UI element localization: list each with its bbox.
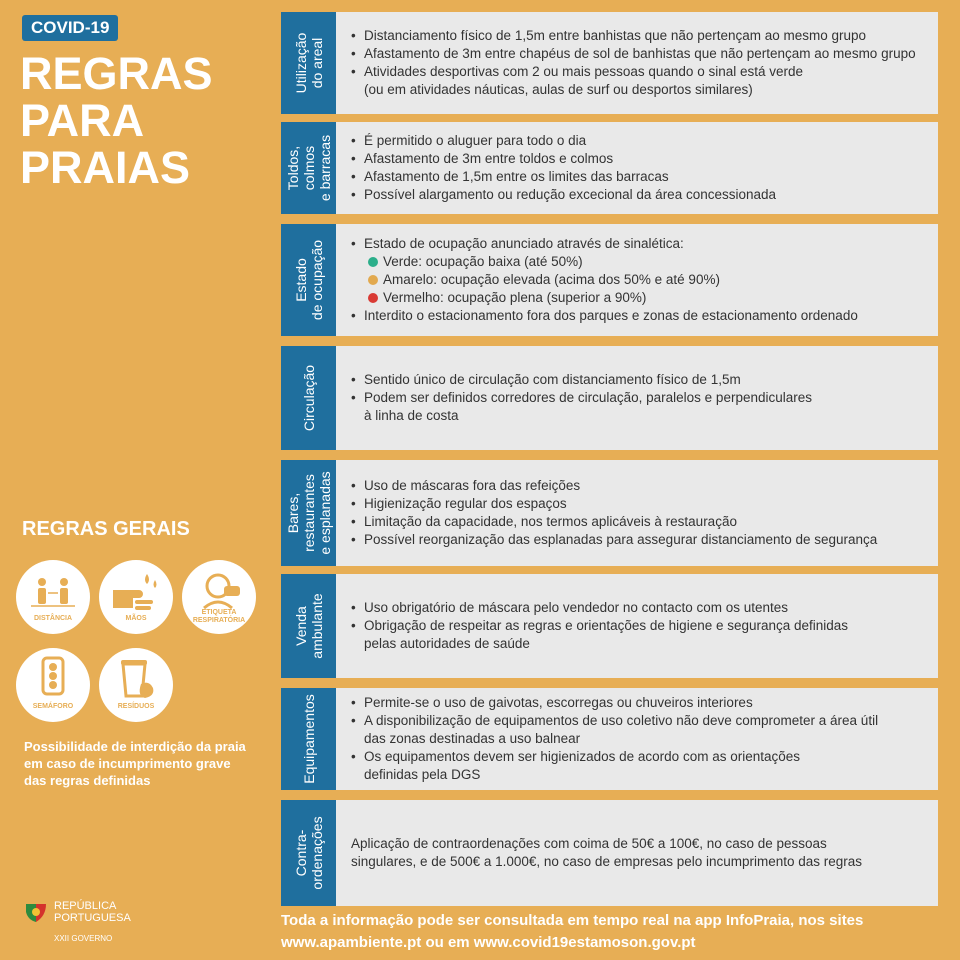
bullet-continuation: pelas autoridades de saúde: [364, 636, 530, 651]
bullet-item: • Sentido único de circulação com distanciamento físico de 1,5m: [351, 371, 932, 389]
section-card-sand-use: [281, 12, 938, 114]
footer-info: [281, 910, 951, 954]
bullet-continuation: das zonas destinadas a uso balnear: [364, 731, 581, 746]
section-body: [351, 224, 932, 336]
bullet-item: • Estado de ocupação anunciado através de sinalética:: [351, 235, 932, 253]
section-label-bar: [281, 224, 336, 336]
section-label-line: Utilização: [292, 32, 309, 94]
section-card-circulation: [281, 346, 938, 450]
section-label-line: ordenações: [308, 816, 325, 890]
title-line: PRAIAS: [20, 142, 191, 193]
occupancy-level-item: [351, 289, 932, 307]
section-label-line: de ocupação: [308, 239, 325, 321]
bullet-item: • Atividades desportivas com 2 ou mais pessoas quando o sinal está verde: [351, 63, 932, 81]
section-card-occupancy: [281, 224, 938, 336]
section-label-line: Equipamentos: [300, 694, 317, 784]
title-line: PARA: [20, 95, 145, 146]
bullet-item: • Os equipamentos devem ser higienizados de acordo com as orientações: [351, 748, 932, 766]
bullet-continuation: definidas pela DGS: [364, 767, 481, 782]
section-label-bar: [281, 12, 336, 114]
section-body: [351, 346, 932, 450]
occupancy-level-text: Vermelho: ocupação plena (superior a 90%): [383, 290, 647, 305]
bullet-item: • A disponibilização de equipamentos de uso coletivo não deve comprometer a área útil: [351, 712, 932, 730]
section-label-line: e barracas: [316, 134, 333, 202]
section-label-line: Contra-: [292, 829, 309, 877]
bullet-continuation: à linha de costa: [364, 408, 459, 423]
bullet-item: • Afastamento de 1,5m entre os limites das barracas: [351, 168, 932, 186]
section-label: [285, 471, 333, 554]
bullet-item: • É permitido o aluguer para todo o dia: [351, 132, 932, 150]
icon-label: MÃOS: [125, 615, 147, 622]
section-label-bar: [281, 800, 336, 906]
section-label-line: Circulação: [300, 364, 317, 432]
section-label-line: ambulante: [308, 593, 325, 659]
section-label-bar: [281, 346, 336, 450]
section-label: [301, 694, 317, 784]
section-label-line: do areal: [308, 37, 325, 89]
interdiction-note: Possibilidade de interdição da praia em caso de incumprimento grave das regras definidas: [24, 739, 246, 788]
section-label-bar: [281, 122, 336, 214]
section-label: [293, 816, 325, 889]
bullet-item: • Afastamento de 3m entre chapéus de sol de banhistas que não pertençam ao mesmo grupo: [351, 45, 932, 63]
section-label-bar: [281, 460, 336, 566]
section-label-line: Toldos,: [284, 145, 301, 191]
icon-label: ETIQUETA RESPIRATÓRIA: [192, 609, 246, 624]
occupancy-level-text: Verde: ocupação baixa (até 50%): [383, 254, 583, 269]
republic-name-line: REPÚBLICA: [54, 900, 117, 912]
section-label: [293, 240, 325, 320]
bullet-item: • Possível alargamento ou redução excecional da área concessionada: [351, 186, 932, 204]
bullet-item: • Afastamento de 3m entre toldos e colmos: [351, 150, 932, 168]
section-label-line: e esplanadas: [316, 471, 333, 555]
government-sub: XXII GOVERNO: [54, 934, 113, 943]
section-label-bar: [281, 574, 336, 678]
bullet-item: • Uso de máscaras fora das refeições: [351, 477, 932, 495]
icon-label: RESÍDUOS: [117, 703, 155, 710]
section-label: [293, 33, 325, 94]
republic-name: [54, 900, 154, 924]
paragraph-line: singulares, e de 500€ a 1.000€, no caso de empresas pelo incumprimento das regras: [351, 854, 863, 869]
covid-tag: COVID-19: [22, 15, 118, 41]
bullet-item: • Permite-se o uso de gaivotas, escorregas ou chuveiros interiores: [351, 694, 932, 712]
section-body: [351, 12, 932, 114]
bullet-item: • Obrigação de respeitar as regras e orientações de higiene e segurança definidas: [351, 617, 932, 635]
bullet-item: • Possível reorganização das esplanadas para assegurar distanciamento de segurança: [351, 531, 932, 549]
status-dot-icon: [368, 275, 378, 285]
section-label-line: restaurantes: [300, 474, 317, 552]
section-card-equipment: [281, 688, 938, 790]
respiratory-icon: [182, 560, 256, 634]
republic-emblem-icon: [24, 900, 48, 924]
section-label-line: Venda: [292, 606, 309, 646]
status-dot-icon: [368, 257, 378, 267]
bullet-continuation: (ou em atividades náuticas, aulas de surf ou desportos similares): [364, 82, 753, 97]
bullet-item: • Distanciamento físico de 1,5m entre banhistas que não pertençam ao mesmo grupo: [351, 27, 932, 45]
icon-label: DISTÂNCIA: [33, 615, 73, 622]
section-label-bar: [281, 688, 336, 790]
title-line: REGRAS: [20, 48, 213, 99]
section-body: [351, 460, 932, 566]
section-label: [293, 593, 325, 658]
traffic-light-icon: [16, 648, 90, 722]
general-rules-title: REGRAS GERAIS: [22, 518, 190, 540]
status-dot-icon: [368, 293, 378, 303]
section-label-line: Estado: [292, 258, 309, 302]
distance-icon: [16, 560, 90, 634]
occupancy-level-text: Amarelo: ocupação elevada (acima dos 50% e até 90%): [383, 272, 720, 287]
section-card-offences: [281, 800, 938, 906]
page-title: [20, 50, 213, 191]
paragraph-line: Aplicação de contraordenações com coima de 50€ a 100€, no caso de pessoas: [351, 836, 827, 851]
section-card-awnings: [281, 122, 938, 214]
section-body: [351, 122, 932, 214]
bullet-item: • Higienização regular dos espaços: [351, 495, 932, 513]
bullet-item: • Podem ser definidos corredores de circulação, paralelos e perpendiculares: [351, 389, 932, 407]
section-card-street-vending: [281, 574, 938, 678]
waste-icon: [99, 648, 173, 722]
hands-icon: [99, 560, 173, 634]
section-label: [301, 365, 317, 431]
bullet-item: • Uso obrigatório de máscara pelo vendedor no contacto com os utentes: [351, 599, 932, 617]
occupancy-level-item: [351, 253, 932, 271]
icon-label: SEMÁFORO: [32, 703, 74, 710]
bullet-item: • Limitação da capacidade, nos termos aplicáveis à restauração: [351, 513, 932, 531]
footer-line: www.apambiente.pt ou em www.covid19estamoson.gov.pt: [281, 934, 696, 951]
section-body: [351, 800, 932, 906]
section-label: [285, 135, 333, 201]
republic-name-line: PORTUGUESA: [54, 912, 131, 924]
section-label-line: colmos: [300, 145, 317, 191]
footer-line: Toda a informação pode ser consultada em tempo real na app InfoPraia, nos sites: [281, 912, 864, 929]
section-label-line: Bares,: [284, 492, 301, 534]
bullet-item: • Interdito o estacionamento fora dos parques e zonas de estacionamento ordenado: [351, 307, 932, 325]
occupancy-level-item: [351, 271, 932, 289]
section-body: [351, 688, 932, 790]
section-card-bars: [281, 460, 938, 566]
section-body: [351, 574, 932, 678]
